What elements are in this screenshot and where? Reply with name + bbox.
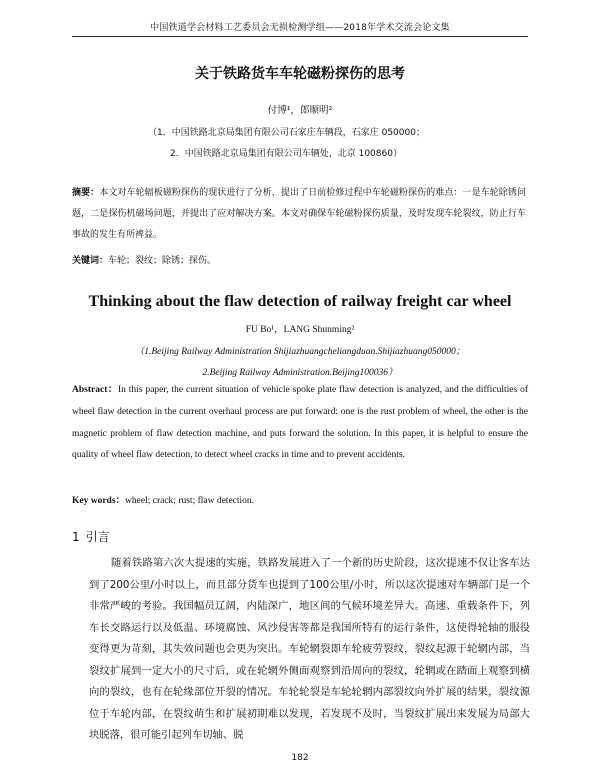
running-header: 中国铁道学会材料工艺委员会无损检测学组——2018年学术交流会论文集: [150, 23, 450, 33]
section-title: 引言: [85, 530, 110, 544]
chinese-keywords-label: 关键词：: [72, 256, 109, 266]
english-abstract: [72, 380, 528, 467]
english-keywords-label: Key words：: [72, 496, 126, 506]
section-heading-introduction: [72, 528, 110, 545]
english-title: Thinking about the flaw detection of railway freight car wheel: [88, 293, 512, 310]
english-abstract-label: Abstract：: [72, 385, 118, 395]
page-number: 182: [291, 753, 309, 763]
english-abstract-text: In this paper, the current situation of vehicle spoke plate flaw detection is analyzed, and the difficulties of wheel flaw detection in the current overhaul process are put forward: one is the rust problem of wheel, the other is the magnetic problem of flaw detection machine, and puts forward the solution. In this paper, it is helpful to ensure the quality of wheel flaw detection, to detect wheel cracks in time and to prevent accidents.: [72, 385, 528, 461]
english-authors: FU Bo¹，LANG Shunming²: [245, 325, 355, 335]
introduction-paragraph: 随着铁路第六次大提速的实施，铁路发展进入了一个新的历史阶段，这次提速不仅让客车达到了200公里/小时以上，而且部分货车也提到了100公里/小时，所以这次提速对车辆部门是一个非常严峻的考验。我国幅员辽阔，内陆深广，地区间的气候环境差异大。高速、重载条件下，列车长交路运行以及低温、环境腐蚀、风沙侵害等都是我国所特有的运行条件，这使得轮轴的服役变得更为苛刻，其失效问题也会更为突出。车轮辋裂即车轮疲劳裂纹，裂纹起源于轮辋内部，当裂纹扩展到一定大小的尺寸后，或在轮辋外侧面观察到沿周向的裂纹，轮辋或在踏面上观察到横向的裂纹，也有在轮缘部位开裂的情况。车轮轮裂是车轮轮辋内部裂纹向外扩展的结果，裂纹源位于车轮内部，在裂纹萌生和扩展初期难以发现，若发现不及时，当裂纹扩展出来发展为局部大块脱落，很可能引起列车切轴、脱: [89, 557, 530, 741]
chinese-abstract-label: 摘要：: [72, 188, 100, 198]
english-keywords-text: wheel; crack; rust; flaw detection.: [125, 496, 255, 506]
section-number: 1: [72, 530, 80, 544]
chinese-affiliation-2: 2．中国铁路北京局集团有限公司车辆处，北京 100860）: [170, 149, 402, 159]
english-keywords: [72, 492, 254, 506]
chinese-title: 关于铁路货车车轮磁粉探伤的思考: [195, 66, 405, 82]
english-affiliation-1: （1.Beijing Railway Administration Shijiazhuangcheliangduan.Shijiazhuang050000；: [134, 347, 466, 357]
chinese-keywords-text: 车轮；裂纹；除锈；探伤。: [108, 256, 217, 266]
english-affiliation-2: 2.Beijing Railway Administration.Beijing100036）: [202, 368, 398, 378]
chinese-abstract: [72, 183, 526, 246]
chinese-affiliation-1: （1．中国铁路北京局集团有限公司石家庄车辆段，石家庄 050000；: [148, 128, 425, 138]
chinese-keywords: [72, 253, 216, 266]
chinese-abstract-text: 本文对车轮辐板磁粉探伤的现状进行了分析，提出了日前检修过程中车轮磁粉探伤的难点：一是车轮除锈问题，二是探伤机磁场问题，并提出了应对解决方案。本文对确保车轮磁粉探伤质量，及时发现车轮裂纹，防止行车事故的发生有所裨益。: [72, 188, 526, 240]
header-rule: [72, 36, 528, 37]
chinese-authors: 付博¹，郎顺明²: [267, 105, 333, 116]
